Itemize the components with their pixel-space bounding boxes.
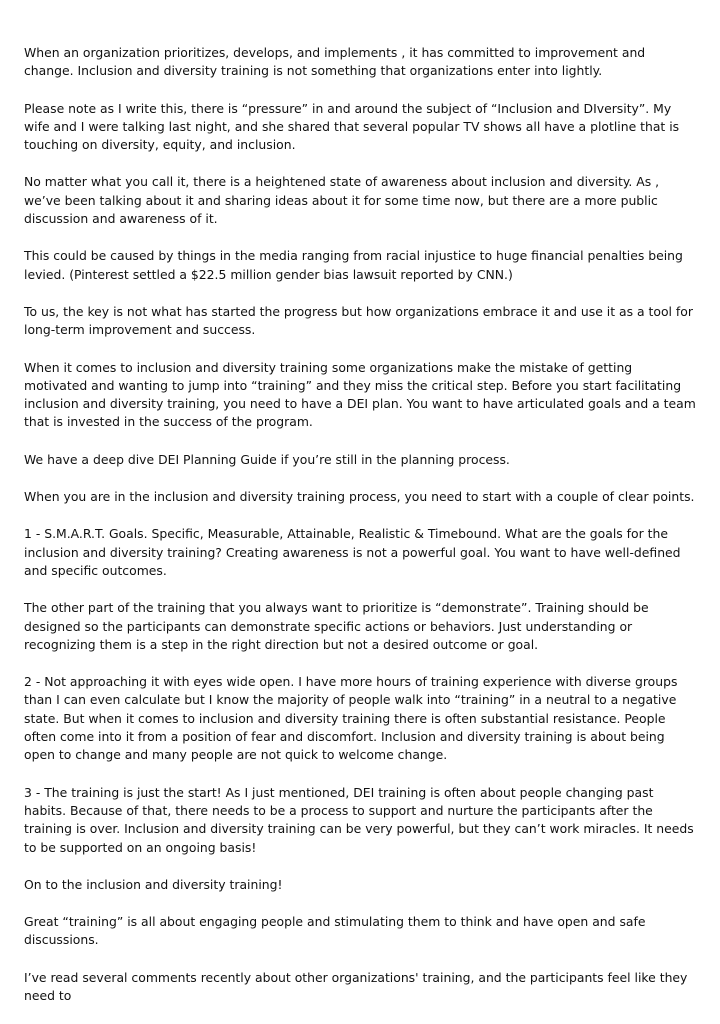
paragraph: 2 - Not approaching it with eyes wide open. I have more hours of training experience with diverse groups than I can even calculate but I know the majority of people walk into “training” in a neutral to a negative state. But when it comes to inclusion and diversity training there is often substantial resistance. People often come into it from a position of fear and discomfort. Inclusion and diversity training is about being open to change and many people are not quick to welcome change. — [24, 674, 678, 763]
document-body — [24, 44, 696, 1024]
paragraph: This could be caused by things in the media ranging from racial injustice to huge financial penalties being levied. (Pinterest settled a $22.5 million gender bias lawsuit reported by CNN.) — [24, 248, 683, 282]
paragraph: Please note as I write this, there is “pressure” in and around the subject of “Inclusion and DIversity”. My wife and I were talking last night, and she shared that several popular TV shows all have a plotline that is touching on diversity, equity, and inclusion. — [24, 100, 680, 153]
paragraph: When you are in the inclusion and diversity training process, you need to start with a couple of clear points. — [24, 489, 695, 505]
paragraph: When it comes to inclusion and diversity training some organizations make the mistake of getting motivated and wanting to jump into “training” and they miss the critical step. Before you start facilitating inclusion and diversity training, you need to have a DEI plan. You want to have articulated goals and a team that is invested in the success of the program. — [24, 359, 696, 430]
paragraph: When an organization prioritizes, develops, and implements , it has committed to improvement and change. Inclusion and diversity training is not something that organizations enter into lightly. — [24, 45, 646, 79]
paragraph: To us, the key is not what has started the progress but how organizations embrace it and use it as a tool for long-term improvement and success. — [24, 303, 693, 338]
paragraph: Great “training” is all about engaging people and stimulating them to think and have open and safe discussions. — [24, 914, 646, 948]
paragraph: 1 - S.M.A.R.T. Goals. Specific, Measurable, Attainable, Realistic & Timebound. What are the goals for the inclusion and diversity training? Creating awareness is not a powerful goal. You want to have well-defined and specific outcomes. — [24, 526, 681, 578]
paragraph: 3 - The training is just the start! As I just mentioned, DEI training is often about people changing past habits. Because of that, there needs to be a process to support and nurture the participants after the training is over. Inclusion and diversity training can be very powerful, but they can’t work miracles. It needs to be supported on an ongoing basis! — [24, 784, 694, 855]
paragraph: We have a deep dive DEI Planning Guide if you’re still in the planning process. — [24, 451, 510, 467]
paragraph: The other part of the training that you always want to prioritize is “demonstrate”. Training should be designed so the participants can demonstrate specific actions or behaviors. Just understanding or recognizing them is a step in the right direction but not a desired outcome or goal. — [24, 600, 649, 652]
paragraph: I’ve read several comments recently about other organizations' training, and the participants feel like they need to — [24, 969, 688, 1003]
paragraph: On to the inclusion and diversity training! — [24, 876, 283, 892]
paragraph: No matter what you call it, there is a heightened state of awareness about inclusion and diversity. As , we’ve been talking about it and sharing ideas about it for some time now, but there are a more public discussion and awareness of it. — [24, 174, 660, 227]
